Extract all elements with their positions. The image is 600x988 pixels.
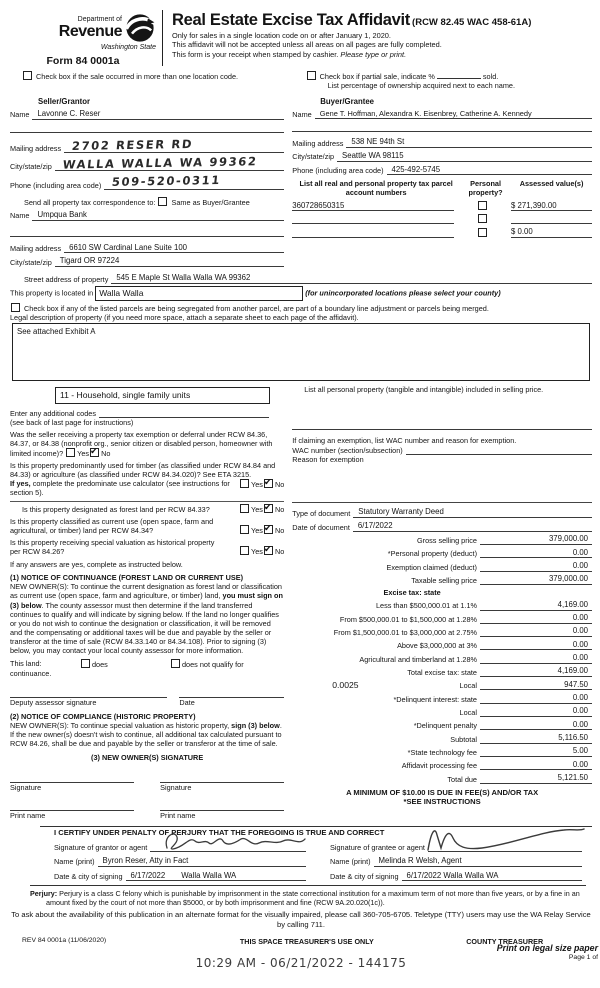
tax-value-tech-fee[interactable]: 5.00 [480, 746, 592, 757]
grantee-date-field[interactable]: 6/17/2022 Walla Walla WA [402, 871, 582, 882]
county-treasurer-label: COUNTY TREASURER [466, 937, 544, 947]
document-type-field[interactable]: Statutory Warranty Deed [353, 507, 592, 518]
left-main-column [10, 385, 292, 820]
same-as-buyer-label: Same as Buyer/Grantee [171, 197, 250, 207]
top-checkbox-row [22, 71, 592, 90]
partial-sale-label: Check box if partial sale, indicate % [319, 71, 435, 81]
tax-value-total-due[interactable]: 5,121.50 [480, 773, 592, 784]
owner-printname-field-1[interactable] [10, 800, 134, 811]
parcel-number-field-2[interactable] [292, 214, 454, 224]
assessed-value-field-3[interactable]: $ 0.00 [511, 227, 592, 238]
minimum-due-note: A MINIMUM OF $10.00 IS DUE IN FEE(S) AND/OR TAX [346, 787, 539, 797]
exemption-claim-note: If claiming an exemption, list WAC number and reason for exemption. [292, 436, 517, 446]
parcel-number-field-3[interactable] [292, 228, 454, 238]
seller-column [10, 94, 292, 267]
rev-form-id: REV 84 0001a (11/06/2020) [22, 937, 107, 945]
seller-city-field[interactable]: WALLA WALLA WA 99362 [55, 156, 284, 171]
additional-codes-row: Enter any additional codes [10, 408, 284, 418]
assessor-date-field[interactable] [179, 688, 284, 698]
owner-signature-field-1[interactable] [10, 772, 134, 783]
wac-number-field[interactable] [406, 445, 592, 455]
tax-value-taxable[interactable]: 379,000.00 [480, 574, 592, 585]
document-type-row: Type of document Statutory Warranty Deed [292, 507, 592, 518]
see-back-note: (see back of last page for instructions) [10, 417, 134, 427]
grantor-signature-scribble [159, 828, 309, 854]
segregated-checkbox[interactable] [11, 303, 20, 312]
buyer-column [292, 94, 592, 267]
continuance-text: continuance. [10, 669, 52, 679]
instruction-line-2: This affidavit will not be accepted unless all areas on all pages are fully completed. [172, 40, 442, 50]
tax-line-delinquent-penalty: *Delinquent penalty 0.00 [292, 720, 592, 731]
q1-no-checkbox[interactable] [90, 448, 99, 457]
revenue-swirl-icon [124, 12, 156, 44]
parcel-table-header: List all real and personal property tax parcel account numbers Personal property? Assessed value(s) [299, 179, 584, 198]
seller-city-row: City/state/zip WALLA WALLA WA 99362 [10, 156, 284, 171]
dept-of-text: Department of [77, 16, 122, 24]
tax-line-tier1: Less than $500,000.01 at 1.1% 4,169.00 [292, 600, 592, 611]
correspondence-city-row: City/state/zip Tigard OR 97224 [10, 256, 284, 267]
county-note: (for unincorporated locations please select your county) [305, 288, 501, 298]
alternate-format-note: To ask about the availability of this publication in an alternate format for the visually impaired, please call 360-705-6705. Teletype (TTY) users may use the WA Relay Service by calling 711. [11, 910, 591, 929]
document-date-row: Date of document 6/17/2022 [292, 521, 592, 532]
question-4: Is this property classified as current use (open space, farm and agricultural, or timber) land per RCW 84.34? Yes ✔ No [10, 517, 284, 535]
treasurer-space-label: THIS SPACE TREASURER'S USE ONLY [239, 937, 374, 947]
tax-line-agricultural: Agricultural and timberland at 1.28% 0.00 [292, 653, 592, 664]
assessed-value-field-2[interactable] [511, 214, 592, 224]
form-title-rcw: (RCW 82.45 WAC 458-61A) [412, 17, 532, 28]
parcel-row-1 [292, 201, 592, 212]
tax-line-total-due: Total due 5,121.50 [292, 773, 592, 784]
form-title: Real Estate Excise Tax Affidavit [172, 11, 411, 29]
buyer-name-row: Name Gene T. Hoffman, Alexandra K. Eisenbrey, Catherine A. Kennedy [292, 109, 592, 119]
legal-description-label: Legal description of property (if you need more space, attach a separate sheet to each page of the affidavit). [10, 312, 359, 322]
if-yes-note: If any answers are yes, complete as instructed below. [10, 560, 183, 570]
q4-no-checkbox[interactable] [264, 525, 273, 534]
tax-line-exemption: Exemption claimed (deduct) 0.00 [292, 561, 592, 572]
certify-heading: I CERTIFY UNDER PENALTY OF PERJURY THAT THE FOREGOING IS TRUE AND CORRECT [54, 828, 385, 838]
grantor-name-field[interactable]: Byron Reser, Atty in Fact [98, 856, 306, 867]
tax-line-tier4: Above $3,000,000 at 3% 0.00 [292, 640, 592, 651]
legal-description-box[interactable] [12, 323, 590, 381]
seller-phone-row: Phone (including area code) 509-520-0311 [10, 174, 284, 189]
grantee-name-row: Name (print) Melinda R Welsh, Agent [330, 856, 582, 867]
header-divider [162, 10, 163, 66]
buyer-city-field[interactable]: Seattle WA 98115 [337, 151, 592, 162]
grantor-date-row: Date & city of signing 6/17/2022 Walla Walla WA [54, 871, 306, 882]
correspondence-mailing-row: Mailing address 6610 SW Cardinal Lane Suite 100 [10, 243, 284, 254]
tax-value-tier2[interactable]: 0.00 [480, 613, 592, 624]
additional-codes-field[interactable] [99, 408, 269, 418]
q2-yes-checkbox[interactable] [240, 479, 249, 488]
parcel-row-3 [292, 227, 592, 238]
buyer-phone-row: Phone (including area code) 425-492-5745 [292, 165, 592, 176]
seller-heading: Seller/Grantor [38, 97, 90, 107]
local-rate-value: 0.0025 [332, 679, 359, 690]
tax-value-tier4[interactable]: 0.00 [480, 640, 592, 651]
tax-value-gross[interactable]: 379,000.00 [480, 534, 592, 545]
percent-sold-field[interactable] [437, 78, 481, 79]
perjury-note: Perjury: Perjury is a class C felony which is punishable by imprisonment in the state correctional institution for a maximum term of not more than five years, or by a fine in an amount fixed by the court of not more than $5000, or by both imprisonment and fine (RCW 9A.20.020(1c)). [30, 885, 586, 907]
grantor-signature-row: Signature of grantor or agent [54, 842, 306, 852]
q5-yes-checkbox[interactable] [240, 546, 249, 555]
print-note-block [497, 943, 598, 962]
grantee-signature-row: Signature of grantee or agent [330, 842, 582, 852]
tax-value-total-state[interactable]: 4,169.00 [480, 666, 592, 677]
correspondence-name2-field[interactable] [10, 227, 284, 237]
q3-yes-checkbox[interactable] [240, 504, 249, 513]
land-use-code-box[interactable]: 11 - Household, single family units [55, 387, 270, 404]
see-instructions-note: *SEE INSTRUCTIONS [403, 797, 481, 807]
land-does-checkbox[interactable] [81, 659, 90, 668]
deputy-assessor-signature-field[interactable] [10, 688, 167, 698]
tax-line-local: 0.0025 Local 947.50 [292, 680, 592, 691]
assessor-signature-row [10, 688, 284, 698]
street-address-field[interactable]: 545 E Maple St Walla Walla WA 99362 [111, 273, 592, 284]
grantee-name-field[interactable]: Melinda R Welsh, Agent [374, 856, 582, 867]
tax-line-gross: Gross selling price 379,000.00 [292, 534, 592, 545]
buyer-name2-field[interactable] [292, 122, 592, 132]
legal-description-text: See attached Exhibit A [17, 326, 96, 336]
q3-no-checkbox[interactable] [264, 504, 273, 513]
form-header [10, 6, 592, 68]
q5-no-checkbox[interactable] [264, 546, 273, 555]
land-does-not-checkbox[interactable] [171, 659, 180, 668]
property-located-row: This property is located in Walla Walla (for unincorporated locations please select your county) [10, 286, 592, 301]
owner-printname-field-2[interactable] [160, 800, 284, 811]
q4-yes-checkbox[interactable] [240, 525, 249, 534]
street-address-row: Street address of property 545 E Maple St Walla Walla WA 99362 [10, 273, 592, 284]
tax-value-delinquent-interest[interactable]: 0.00 [480, 693, 592, 704]
buyer-heading: Buyer/Grantee [320, 97, 374, 107]
multi-location-label: Check box if the sale occurred in more than one location code. [36, 71, 239, 81]
tax-line-delinquent-interest: *Delinquent interest: state 0.00 [292, 693, 592, 704]
instruction-line-3: This form is your receipt when stamped by cashier. Please type or print. [172, 49, 407, 59]
tax-line-subtotal: Subtotal 5,116.50 [292, 733, 592, 744]
grantee-date-row: Date & city of signing 6/17/2022 Walla Walla WA [330, 871, 582, 882]
assessor-labels-row: Deputy assessor signature Date [10, 698, 195, 708]
seller-mailing-field[interactable]: 2702 RESER RD [64, 138, 284, 153]
tax-value-processing-fee[interactable]: 0.00 [480, 760, 592, 771]
cashier-stamp: 10:29 AM - 06/21/2022 - 144175 [195, 956, 407, 971]
notice1-body: NEW OWNER(S): To continue the current designation as forest land or classification as current use (open space, farm and agriculture, or timber) land, you must sign on (3) below. The county assessor must then determine if the land transferred continues to qualify and will indicate by signing below. If the land no longer qualifies or you do not wish to continue the designation or classification, it will be removed and the compensating or additional taxes will be due and payable by the seller or transferor at the time of sale (RCW 84.33.140 or 84.34.108). Prior to signing (3) below, you may contact your local county assessor for more information. [10, 582, 283, 656]
washington-state-text: Washington State [100, 44, 156, 51]
form-number: Form 84 0001a [46, 54, 120, 67]
parcel-number-field-1[interactable]: 360728650315 [292, 201, 454, 212]
ownership-note: List percentage of ownership acquired next to each name. [327, 80, 515, 90]
buyer-city-row: City/state/zip Seattle WA 98115 [292, 151, 592, 162]
wac-number-row: WAC number (section/subsection) [292, 445, 592, 455]
owner-printname-lines: Print name Print name [10, 800, 284, 820]
tax-value-personal[interactable]: 0.00 [480, 548, 592, 559]
buyer-name-field[interactable]: Gene T. Hoffman, Alexandra K. Eisenbrey, Catherine A. Kennedy [315, 109, 592, 119]
parcel-row-2 [292, 214, 592, 224]
seller-phone-field[interactable]: 509-520-0311 [104, 174, 284, 189]
seller-name-row: Name Lavonne C. Reser [10, 109, 284, 120]
question-2: Is this property predominantly used for timber (as classified under RCW 84.84 and 84.33) or agriculture (as classified under RCW 84.34.020)? See ETA 3215. Yes ✔ No If yes, complete the predominate use calculator (see instructions for section 5). [10, 461, 284, 497]
owner-signature-lines: Signature Signature [10, 772, 284, 792]
notice2-title: (2) NOTICE OF COMPLIANCE (HISTORIC PROPERTY) [10, 711, 196, 721]
question-1: Was the seller receiving a property tax exemption or deferral under RCW 84.36, 84.37, or 84.38 (nonprofit org., senior citizen or disabled person, homeowner with limited income)? Yes ✔ No [10, 430, 284, 458]
revenue-wordmark: Revenue [58, 23, 122, 41]
tax-value-delinquent-penalty[interactable]: 0.00 [480, 720, 592, 731]
personal-property-note: List all personal property (tangible and intangible) included in selling price. [304, 384, 544, 394]
tax-value-subtotal[interactable]: 5,116.50 [480, 733, 592, 744]
tax-value-local[interactable]: 947.50 [480, 680, 592, 691]
page-number: Page 1 of [568, 953, 598, 961]
tax-line-total-state: Total excise tax: state 4,169.00 [292, 666, 592, 677]
buyer-mailing-row: Mailing address 538 NE 94th St [292, 137, 592, 148]
buyer-mailing-field[interactable]: 538 NE 94th St [346, 137, 592, 148]
grantee-signature-scribble [422, 820, 587, 854]
tax-line-personal: *Personal property (deduct) 0.00 [292, 548, 592, 559]
grantor-date-field[interactable]: 6/17/2022 Walla Walla WA [126, 871, 306, 882]
personal-property-checkbox-1[interactable] [478, 201, 487, 210]
new-owner-signature-title: (3) NEW OWNER(S) SIGNATURE [91, 752, 204, 762]
tax-value-delinquent-local[interactable]: 0.00 [480, 706, 592, 717]
personal-property-checkbox-2[interactable] [478, 214, 487, 223]
q1-yes-checkbox[interactable] [66, 448, 75, 457]
tax-line-tier2: From $500,000.01 to $1,500,000 at 1.28% 0.00 [292, 613, 592, 624]
tax-value-exemption[interactable]: 0.00 [480, 561, 592, 572]
notice1-title: (1) NOTICE OF CONTINUANCE (FOREST LAND OR CURRENT USE) [10, 573, 244, 583]
notice2-body: NEW OWNER(S): To continue special valuation as historic property, sign (3) below. If the new owner(s) doesn't wish to continue, all additional tax calculated pursuant to RCW 84.26, shall be due and payable by the seller or transferor at the time of sale. [10, 720, 282, 748]
grantor-certify-column [40, 838, 316, 881]
reason-for-exemption-label: Reason for exemption [292, 455, 364, 465]
sold-label: sold. [482, 71, 499, 81]
tax-line-tech-fee: *State technology fee 5.00 [292, 746, 592, 757]
county-select-box[interactable]: Walla Walla [95, 286, 303, 301]
document-date-field[interactable]: 6/17/2022 [353, 521, 592, 532]
certify-section [40, 826, 592, 881]
instruction-line-1: Only for sales in a single location code on or after January 1, 2020. [172, 30, 391, 40]
grantor-name-row: Name (print) Byron Reser, Atty in Fact [54, 856, 306, 867]
correspondence-mailing-field[interactable]: 6610 SW Cardinal Lane Suite 100 [64, 243, 284, 254]
multi-location-checkbox[interactable] [23, 71, 32, 80]
partial-sale-checkbox[interactable] [307, 71, 316, 80]
right-main-column [292, 385, 592, 820]
tax-line-tier3: From $1,500,000.01 to $3,000,000 at 2.75% 0.00 [292, 626, 592, 637]
same-as-buyer-checkbox[interactable] [158, 197, 167, 206]
buyer-phone-field[interactable]: 425-492-5745 [387, 165, 592, 176]
correspondence-row: Send all property tax correspondence to: Same as Buyer/Grantee [24, 197, 250, 207]
question-3: Is this property designated as forest land per RCW 84.33? Yes ✔ No [10, 501, 284, 514]
this-land-row: This land: does does not qualify for [10, 659, 244, 670]
tax-line-processing-fee: Affidavit processing fee 0.00 [292, 760, 592, 771]
tax-value-agricultural[interactable]: 0.00 [480, 653, 592, 664]
correspondence-name-field[interactable]: Umpqua Bank [32, 210, 284, 221]
segregated-row [10, 303, 592, 313]
owner-signature-field-2[interactable] [160, 772, 284, 783]
tax-value-tier1[interactable]: 4,169.00 [480, 600, 592, 611]
tax-line-taxable: Taxable selling price 379,000.00 [292, 574, 592, 585]
seller-name-field[interactable]: Lavonne C. Reser [32, 109, 284, 120]
excise-tax-state-header: Excise tax: state [383, 588, 441, 598]
correspondence-name-row: Name Umpqua Bank [10, 210, 284, 221]
tax-line-delinquent-local: Local 0.00 [292, 706, 592, 717]
print-legal-note: Print on legal size paper [496, 942, 598, 953]
q2-no-checkbox[interactable] [264, 479, 273, 488]
tax-value-tier3[interactable]: 0.00 [480, 626, 592, 637]
question-5: Is this property receiving special valuation as historical property per RCW 84.26? Yes ✔ No [10, 538, 284, 556]
assessed-value-field-1[interactable]: $ 271,390.00 [511, 201, 592, 212]
seller-name2-field[interactable] [10, 123, 284, 133]
seller-mailing-row: Mailing address 2702 RESER RD [10, 138, 284, 153]
grantee-certify-column [316, 838, 592, 881]
dor-logo-block [10, 6, 156, 68]
segregated-label: Check box if any of the listed parcels are being segregated from another parcel, are part of a boundary line adjustment or parcels being merged. [24, 303, 489, 313]
q2-note: If yes, complete the predominate use calculator (see instructions for section 5). [10, 479, 230, 498]
correspondence-city-field[interactable]: Tigard OR 97224 [55, 256, 284, 267]
personal-property-field[interactable] [292, 420, 592, 430]
personal-property-checkbox-3[interactable] [478, 228, 487, 237]
